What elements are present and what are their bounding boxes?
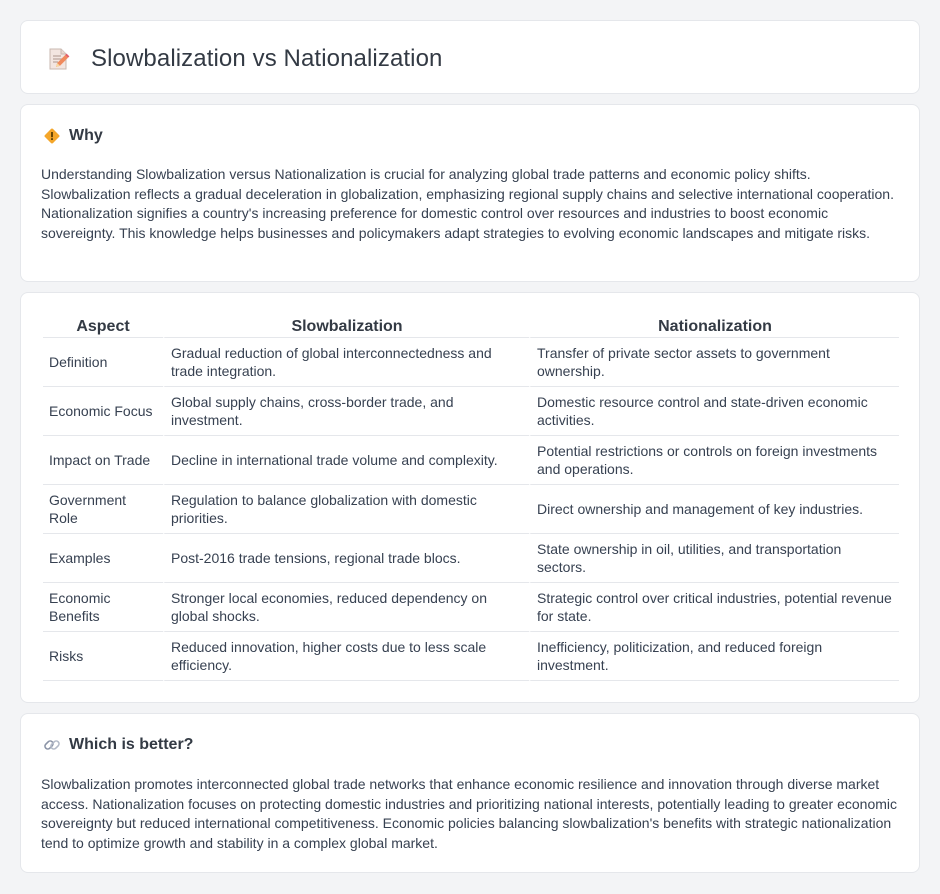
nationalization-cell: Inefficiency, politicization, and reduced foreign investment.	[529, 632, 899, 681]
table-row	[43, 387, 899, 436]
nationalization-cell: Transfer of private sector assets to government ownership.	[529, 338, 899, 387]
comparison-card	[20, 292, 920, 703]
aspect-cell: Impact on Trade	[43, 436, 163, 485]
table-row	[43, 534, 899, 583]
aspect-cell: Definition	[43, 338, 163, 387]
slowbalization-cell: Post-2016 trade tensions, regional trade blocs.	[163, 534, 529, 583]
aspect-cell: Examples	[43, 534, 163, 583]
diamond-warning-icon	[43, 127, 61, 145]
table-row	[43, 485, 899, 534]
aspect-cell: Economic Focus	[43, 387, 163, 436]
nationalization-cell: Potential restrictions or controls on foreign investments and operations.	[529, 436, 899, 485]
slowbalization-cell: Reduced innovation, higher costs due to less scale efficiency.	[163, 632, 529, 681]
which-better-text: Slowbalization promotes interconnected global trade networks that enhance economic resilience and innovation through diverse market access. Nationalization focuses on protecting domestic industries and prioritizing national interests, potentially leading to greater economic sovereignty but reduced international competitiveness. Economic policies balancing slowbalization's benefits with strategic nationalization tend to optimize growth and stability in a complex global market.	[41, 776, 898, 851]
aspect-cell: Economic Benefits	[43, 583, 163, 632]
which-better-section	[20, 713, 920, 873]
which-better-heading: Which is better?	[69, 736, 194, 753]
header-slowbalization: Slowbalization	[163, 316, 529, 338]
table-row	[43, 583, 899, 632]
nationalization-cell: State ownership in oil, utilities, and transportation sectors.	[529, 534, 899, 583]
table-row	[43, 436, 899, 485]
document-pencil-icon	[45, 46, 71, 72]
nationalization-cell: Direct ownership and management of key industries.	[529, 485, 899, 534]
table-row	[43, 632, 899, 681]
nationalization-cell: Domestic resource control and state-driven economic activities.	[529, 387, 899, 436]
aspect-cell: Government Role	[43, 485, 163, 534]
slowbalization-cell: Decline in international trade volume and complexity.	[163, 436, 529, 485]
page-title: Slowbalization vs Nationalization	[91, 45, 443, 72]
link-icon	[43, 736, 61, 754]
slowbalization-cell: Gradual reduction of global interconnectedness and trade integration.	[163, 338, 529, 387]
why-text: Understanding Slowbalization versus Nationalization is crucial for analyzing global trade patterns and economic policy shifts. Slowbalization reflects a gradual deceleration in globalization, emphasizing regional supply chains and selective international cooperation. Nationalization signifies a country's increasing preference for domestic control over resources and industries to boost economic sovereignty. This knowledge helps businesses and policymakers adapt strategies to evolving economic landscapes and mitigate risks.	[41, 166, 894, 241]
header-aspect: Aspect	[43, 316, 163, 338]
table-header-row	[43, 316, 899, 338]
slowbalization-cell: Stronger local economies, reduced dependency on global shocks.	[163, 583, 529, 632]
slowbalization-cell: Regulation to balance globalization with domestic priorities.	[163, 485, 529, 534]
table-row	[43, 338, 899, 387]
title-card	[20, 20, 920, 94]
header-nationalization: Nationalization	[529, 316, 899, 338]
comparison-table	[43, 316, 899, 681]
aspect-cell: Risks	[43, 632, 163, 681]
why-heading: Why	[69, 127, 103, 144]
why-section	[20, 104, 920, 282]
slowbalization-cell: Global supply chains, cross-border trade, and investment.	[163, 387, 529, 436]
nationalization-cell: Strategic control over critical industries, potential revenue for state.	[529, 583, 899, 632]
